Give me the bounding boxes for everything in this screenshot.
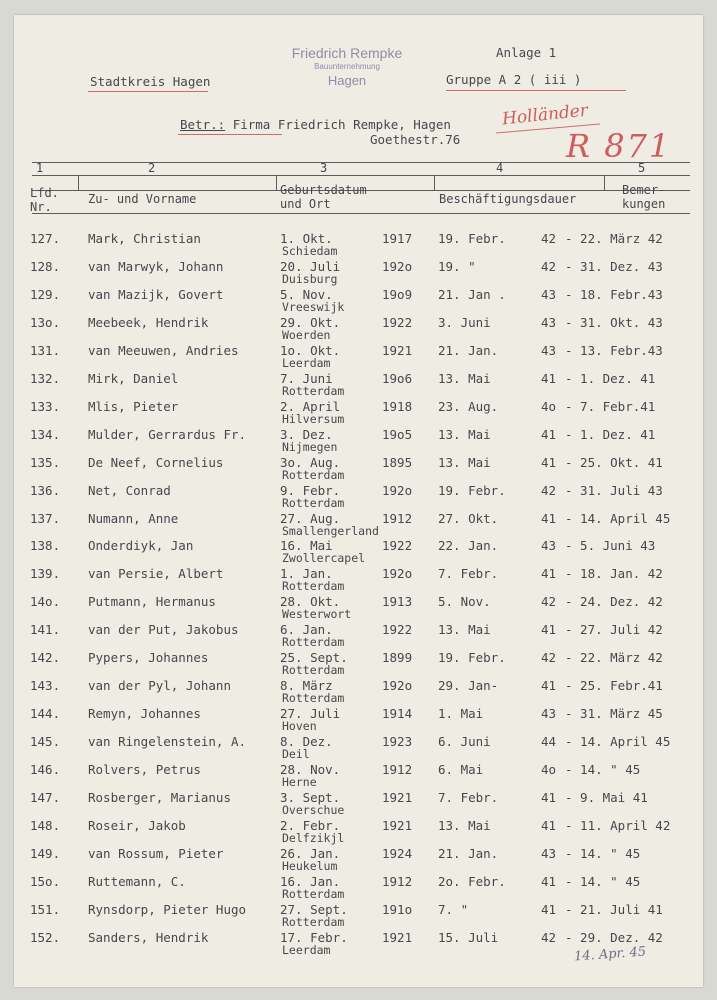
row-birth-year: 1922 [382,622,413,638]
company-stamp [272,45,422,88]
row-birth-date: 6. Jan. [280,622,333,638]
row-start-date: 1. Mai [438,706,484,722]
betreff-line [180,117,451,132]
row-end-date: - 31. Okt. 43 [565,314,663,330]
col-number-4: 4 [496,161,504,175]
row-name: Ruttemann, C. [88,873,186,889]
row-birth-date: 16. Jan. [280,873,341,889]
row-birth-year: 1899 [382,650,413,666]
row-birth-date: 8. Dez. [280,734,333,750]
table-row [14,455,703,483]
row-birth-place: Rotterdam [282,635,345,650]
header-birth-2: und Ort [280,197,331,211]
row-birth-date: 3. Sept. [280,790,341,805]
row-birth-place: Zwollercapel [282,551,366,566]
row-end-date: - 21. Juli 41 [565,901,663,917]
row-name: Roseir, Jakob [88,817,186,833]
row-name: De Neef, Cornelius [88,454,224,470]
row-birth-place: Delfzikjl [282,830,345,845]
handwritten-code: R 871 [566,127,672,165]
row-birth-place: Rotterdam [282,691,345,706]
row-number: 145. [30,734,61,750]
row-birth-date: 28. Okt. [280,594,341,610]
row-number: 131. [30,342,61,358]
row-number: 148. [30,817,61,833]
table-row [14,511,703,539]
row-birth-date: 5. Nov. [280,286,333,302]
row-end-date: - 31. Juli 43 [565,482,663,498]
row-birth-date: 7. Juni [280,370,333,386]
row-start-year: 4o [541,398,557,414]
row-birth-date: 27. Aug. [280,510,341,526]
header-lfd-1: Lfd. [30,186,59,200]
row-birth-date: 9. Febr. [280,482,341,498]
row-birth-date: 17. Febr. [280,929,348,945]
row-birth-year: 1921 [382,790,413,805]
row-number: 137. [30,510,61,526]
col-number-3: 3 [320,161,328,175]
header-remarks [622,183,665,211]
table-row [14,427,703,455]
row-start-date: 23. Aug. [438,398,499,414]
row-end-date: - 13. Febr.43 [565,342,663,358]
table-row [14,622,703,650]
row-birth-year: 1921 [382,342,413,358]
row-name: Mlis, Pieter [88,398,179,414]
row-start-date: 7. " [438,901,469,917]
row-name: Mulder, Gerrardus Fr. [88,426,247,442]
row-birth-year: 191o [382,901,413,917]
row-number: 127. [30,231,61,246]
row-start-year: 42 [541,482,557,498]
row-start-year: 44 [541,734,557,750]
row-end-date: - 1. Dez. 41 [565,426,656,442]
row-start-year: 43 [541,286,557,302]
row-name: van Persie, Albert [88,566,224,582]
red-underline-betr [178,134,282,135]
row-start-date: 2o. Febr. [438,873,506,889]
row-start-date: 21. Jan . [438,286,506,302]
row-start-date: 19. " [438,258,476,274]
table-row [14,594,703,622]
row-number: 136. [30,482,61,498]
row-start-year: 42 [541,650,557,666]
row-start-date: 19. Febr. [438,482,506,498]
row-name: Rolvers, Petrus [88,762,201,778]
row-birth-place: Schiedam [282,244,338,258]
table-row [14,538,703,566]
row-birth-place: Duisburg [282,271,338,286]
row-birth-place: Overschue [282,803,345,817]
row-name: Putmann, Hermanus [88,594,216,610]
row-number: 143. [30,678,61,694]
row-end-date: - 1. Dez. 41 [565,370,656,386]
anlage-label: Anlage 1 [496,45,557,60]
row-end-date: - 31. März 45 [565,706,663,722]
stamp-city: Hagen [327,73,367,88]
gruppe-label: Gruppe A 2 ( iii ) [446,72,582,87]
row-number: 152. [30,929,61,945]
row-number: 144. [30,706,61,722]
row-name: Rynsdorp, Pieter Hugo [88,901,247,917]
table-row [14,734,703,762]
row-end-date: - 22. März 42 [565,231,663,246]
row-birth-date: 20. Juli [280,258,341,274]
row-start-date: 22. Jan. [438,538,499,554]
row-start-year: 43 [541,314,557,330]
row-birth-place: Heukelum [282,858,338,873]
row-number: 151. [30,901,61,917]
table-row [14,566,703,594]
table-row [14,399,703,427]
row-number: 146. [30,762,61,778]
row-number: 132. [30,370,61,386]
row-number: 138. [30,538,61,554]
row-birth-date: 1. Jan. [280,566,333,582]
row-birth-place: Deil [282,747,310,762]
row-start-year: 42 [541,929,557,945]
col-divider [434,175,435,190]
row-number: 13o. [30,314,61,330]
row-start-year: 41 [541,817,557,833]
col-number-1: 1 [36,161,44,175]
row-birth-place: Rotterdam [282,579,345,594]
row-birth-place: Rotterdam [282,914,345,929]
row-birth-place: Hoven [282,719,317,734]
row-end-date: - 9. Mai 41 [565,790,648,805]
row-start-year: 41 [541,901,557,917]
row-start-date: 15. Juli [438,929,499,945]
address: Goethestr.76 [370,132,461,147]
row-birth-date: 28. Nov. [280,762,341,778]
row-name: van der Put, Jakobus [88,622,239,638]
table-row [14,259,703,287]
row-start-year: 41 [541,566,557,582]
row-birth-date: 27. Sept. [280,901,348,917]
row-start-date: 27. Okt. [438,510,499,526]
header-duration: Beschäftigungsdauer [439,192,577,206]
row-start-date: 13. Mai [438,817,491,833]
table-row [14,678,703,706]
header-birth [280,183,367,211]
row-end-date: - 14. " 45 [565,845,641,861]
red-underline-gruppe [446,90,626,91]
col-number-2: 2 [148,161,156,175]
row-name: Mirk, Daniel [88,370,179,386]
row-number: 129. [30,286,61,302]
row-birth-place: Rotterdam [282,495,345,510]
row-name: van der Pyl, Johann [88,678,231,694]
row-birth-place: Woerden [282,327,331,342]
row-start-year: 42 [541,594,557,610]
row-end-date: - 5. Juni 43 [565,538,656,554]
column-number-rule [32,175,690,176]
row-end-date: - 24. Dez. 42 [565,594,663,610]
row-number: 141. [30,622,61,638]
row-name: van Ringelenstein, A. [88,734,247,750]
document-page [14,15,703,987]
row-end-date: - 27. Juli 42 [565,622,663,638]
row-birth-year: 192o [382,678,413,694]
row-birth-place: Westerwort [282,607,352,622]
row-birth-place: Leerdam [282,942,331,957]
row-start-date: 13. Mai [438,370,491,386]
row-name: van Marwyk, Johann [88,258,224,274]
row-start-date: 29. Jan- [438,678,499,694]
row-start-year: 42 [541,231,557,246]
row-birth-place: Rotterdam [282,886,345,901]
table-row [14,846,703,874]
row-end-date: - 11. April 42 [565,817,671,833]
row-birth-year: 1895 [382,454,413,470]
row-birth-place: Vreeswijk [282,299,345,314]
row-birth-date: 26. Jan. [280,845,341,861]
row-end-date: - 29. Dez. 42 [565,929,663,945]
table-row [14,483,703,511]
row-start-date: 3. Juni [438,314,491,330]
row-start-year: 41 [541,510,557,526]
stamp-sub: Bauunternehmung [314,62,380,71]
row-name: van Meeuwen, Andries [88,342,239,358]
col-divider [78,175,79,190]
row-birth-year: 1924 [382,845,413,861]
row-end-date: - 22. März 42 [565,650,663,666]
row-end-date: - 25. Febr.41 [565,678,663,694]
header-birth-1: Geburtsdatum [280,183,367,197]
row-birth-place: Smallengerland [282,523,379,538]
betreff-text: Firma Friedrich Rempke, Hagen [232,117,451,132]
row-birth-place: Nijmegen [282,439,338,454]
row-birth-year: 19o6 [382,370,413,386]
row-start-date: 5. Nov. [438,594,491,610]
red-underline [88,91,208,92]
footer-handwritten-note: 14. Apr. 45 [573,944,647,965]
row-start-year: 41 [541,678,557,694]
row-birth-year: 192o [382,258,413,274]
row-number: 128. [30,258,61,274]
stamp-company: Friedrich Rempke [291,45,403,61]
stadtkreis-label: Stadtkreis Hagen [90,74,211,89]
row-birth-year: 1913 [382,594,413,610]
row-start-date: 21. Jan. [438,845,499,861]
row-number: 135. [30,454,61,470]
row-start-date: 7. Febr. [438,790,499,805]
betreff-label: Betr.: [180,117,226,132]
row-start-year: 43 [541,538,557,554]
row-start-year: 41 [541,426,557,442]
row-birth-date: 25. Sept. [280,650,348,666]
row-birth-year: 192o [382,482,413,498]
row-start-year: 41 [541,622,557,638]
row-name: Remyn, Johannes [88,706,201,722]
row-birth-year: 1922 [382,538,413,554]
row-birth-year: 1918 [382,398,413,414]
row-start-date: 13. Mai [438,454,491,470]
row-start-date: 7. Febr. [438,566,499,582]
row-birth-place: Rotterdam [282,663,345,678]
row-name: Onderdiyk, Jan [88,538,194,554]
row-birth-date: 3o. Aug. [280,454,341,470]
row-start-date: 19. Febr. [438,231,506,246]
row-name: Pypers, Johannes [88,650,209,666]
row-number: 14o. [30,594,61,610]
row-start-year: 43 [541,342,557,358]
header-remarks-2: kungen [622,197,666,211]
row-birth-date: 2. Febr. [280,817,341,833]
row-birth-year: 1917 [382,231,413,246]
header-name: Zu- und Vorname [88,192,197,206]
row-birth-year: 1912 [382,873,413,889]
table-row [14,818,703,846]
row-birth-year: 1923 [382,734,413,750]
row-name: van Mazijk, Govert [88,286,224,302]
table-row [14,762,703,790]
row-end-date: - 14. " 45 [565,762,641,778]
table-top-rule [32,162,690,163]
handwritten-note: Holländer [501,100,589,130]
table-row [14,371,703,399]
row-name: Rosberger, Marianus [88,790,231,805]
row-birth-place: Rotterdam [282,467,345,482]
row-birth-year: 1912 [382,510,413,526]
row-start-year: 42 [541,258,557,274]
row-start-date: 13. Mai [438,622,491,638]
header-bottom-rule [32,213,690,214]
row-start-year: 41 [541,873,557,889]
row-end-date: - 25. Okt. 41 [565,454,663,470]
row-birth-place: Leerdam [282,355,331,370]
row-birth-date: 27. Juli [280,706,341,722]
row-birth-year: 1912 [382,762,413,778]
row-birth-year: 192o [382,566,413,582]
row-start-year: 41 [541,790,557,805]
row-number: 139. [30,566,61,582]
table-row [14,287,703,315]
row-birth-year: 1921 [382,817,413,833]
row-birth-date: 3. Dez. [280,426,333,442]
row-birth-date: 2. April [280,398,341,414]
table-row [14,902,703,930]
row-name: Meebeek, Hendrik [88,314,209,330]
row-number: 149. [30,845,61,861]
row-end-date: - 14. April 45 [565,510,671,526]
row-end-date: - 14. April 45 [565,734,671,750]
col-number-5: 5 [638,161,646,175]
row-birth-year: 1921 [382,929,413,945]
table-row [14,706,703,734]
row-birth-date: 8. März [280,678,333,694]
row-name: Numann, Anne [88,510,179,526]
row-end-date: - 18. Jan. 42 [565,566,663,582]
row-end-date: - 14. " 45 [565,873,641,889]
row-number: 134. [30,426,61,442]
row-number: 15o. [30,873,61,889]
row-number: 147. [30,790,61,805]
row-start-date: 19. Febr. [438,650,506,666]
row-start-date: 13. Mai [438,426,491,442]
row-birth-year: 19o5 [382,426,413,442]
row-start-date: 21. Jan. [438,342,499,358]
header-remarks-1: Bemer- [622,183,666,197]
row-birth-date: 1. Okt. [280,231,333,246]
table-row [14,874,703,902]
row-birth-date: 16. Mai [280,538,333,554]
row-start-year: 41 [541,454,557,470]
row-birth-year: 1922 [382,314,413,330]
table-row [14,231,703,259]
row-name: Net, Conrad [88,482,171,498]
row-name: Sanders, Hendrik [88,929,209,945]
header-lfd-2: Nr. [30,200,52,214]
row-start-date: 6. Juni [438,734,491,750]
row-end-date: - 18. Febr.43 [565,286,663,302]
table-row [14,343,703,371]
row-number: 142. [30,650,61,666]
row-start-year: 43 [541,845,557,861]
row-birth-place: Herne [282,775,317,790]
row-start-year: 41 [541,370,557,386]
row-birth-year: 19o9 [382,286,413,302]
row-start-year: 43 [541,706,557,722]
col-divider [604,175,605,190]
row-end-date: - 7. Febr.41 [565,398,656,414]
row-name: Mark, Christian [88,231,201,246]
header-lfd [30,186,59,214]
row-name: van Rossum, Pieter [88,845,224,861]
row-birth-year: 1914 [382,706,413,722]
col-divider [276,175,277,190]
table-row [14,650,703,678]
row-start-year: 4o [541,762,557,778]
row-birth-date: 1o. Okt. [280,342,341,358]
row-end-date: - 31. Dez. 43 [565,258,663,274]
row-number: 133. [30,398,61,414]
table-row [14,315,703,343]
row-birth-date: 29. Okt. [280,314,341,330]
row-birth-place: Rotterdam [282,383,345,398]
row-birth-place: Hilversum [282,411,345,426]
table-row [14,790,703,818]
row-start-date: 6. Mai [438,762,484,778]
